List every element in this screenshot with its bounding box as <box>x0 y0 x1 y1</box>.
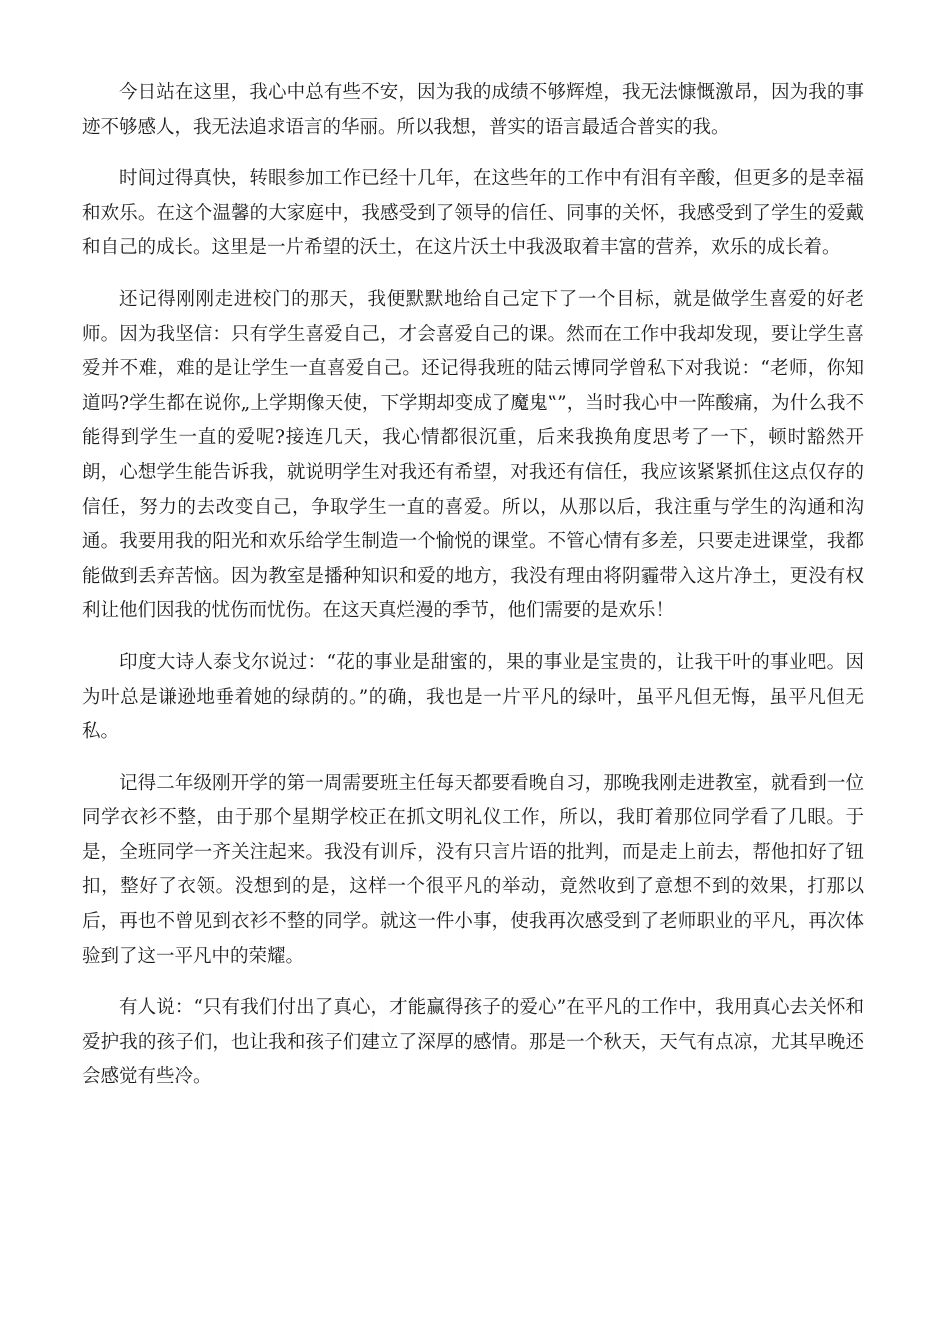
paragraph-3: 还记得刚刚走进校门的那天，我便默默地给自己定下了一个目标，就是做学生喜爱的好老师。因为我坚信：只有学生喜爱自己，才会喜爱自己的课。然而在工作中我却发现，要让学生喜爱并不难，难的是让学生一直喜爱自己。还记得我班的陆云博同学曾私下对我说：“老师，你知道吗?学生都在说你„上学期像天使，下学期却变成了魔鬼‟”，当时我心中一阵酸痛，为什么我不能得到学生一直的爱呢?接连几天，我心情都很沉重，后来我换角度思考了一下，顿时豁然开朗，心想学生能告诉我，就说明学生对我还有希望，对我还有信任，我应该紧紧抓住这点仅存的信任，努力的去改变自己，争取学生一直的喜爱。所以，从那以后，我注重与学生的沟通和沟通。我要用我的阳光和欢乐给学生制造一个愉悦的课堂。不管心情有多差，只要走进课堂，我都能做到丢弃苦恼。因为教室是播种知识和爱的地方，我没有理由将阴霾带入这片净土，更没有权利让他们因我的忧伤而忧伤。在这天真烂漫的季节，他们需要的是欢乐！ <box>82 288 864 622</box>
document-body <box>82 76 864 1112</box>
paragraph-6: 有人说：“只有我们付出了真心，才能赢得孩子的爱心”在平凡的工作中，我用真心去关怀和爱护我的孩子们，也让我和孩子们建立了深厚的感情。那是一个秋天，天气有点凉，尤其早晚还会感觉有些冷。 <box>82 997 864 1088</box>
paragraph-5: 记得二年级刚开学的第一周需要班主任每天都要看晚自习，那晚我刚走进教室，就看到一位同学衣衫不整，由于那个星期学校正在抓文明礼仪工作，所以，我盯着那位同学看了几眼。于是，全班同学一齐关注起来。我没有训斥，没有只言片语的批判，而是走上前去，帮他扣好了钮扣，整好了衣领。没想到的是，这样一个很平凡的举动，竟然收到了意想不到的效果，打那以后，再也不曾见到衣衫不整的同学。就这一件小事，使我再次感受到了老师职业的平凡，再次体验到了这一平凡中的荣耀。 <box>82 772 864 967</box>
paragraph-4: 印度大诗人泰戈尔说过：“花的事业是甜蜜的，果的事业是宝贵的，让我干叶的事业吧。因为叶总是谦逊地垂着她的绿荫的。”的确，我也是一片平凡的绿叶，虽平凡但无悔，虽平凡但无私。 <box>82 651 864 743</box>
paragraph-2: 时间过得真快，转眼参加工作已经十几年，在这些年的工作中有泪有辛酸，但更多的是幸福和欢乐。在这个温馨的大家庭中，我感受到了领导的信任、同事的关怀，我感受到了学生的爱戴和自己的成长。这里是一片希望的沃土，在这片沃土中我汲取着丰富的营养，欢乐的成长着。 <box>82 168 864 259</box>
paragraph-1: 今日站在这里，我心中总有些不安，因为我的成绩不够辉煌，我无法慷慨激昂，因为我的事迹不够感人，我无法追求语言的华丽。所以我想，普实的语言最适合普实的我。 <box>82 82 864 138</box>
